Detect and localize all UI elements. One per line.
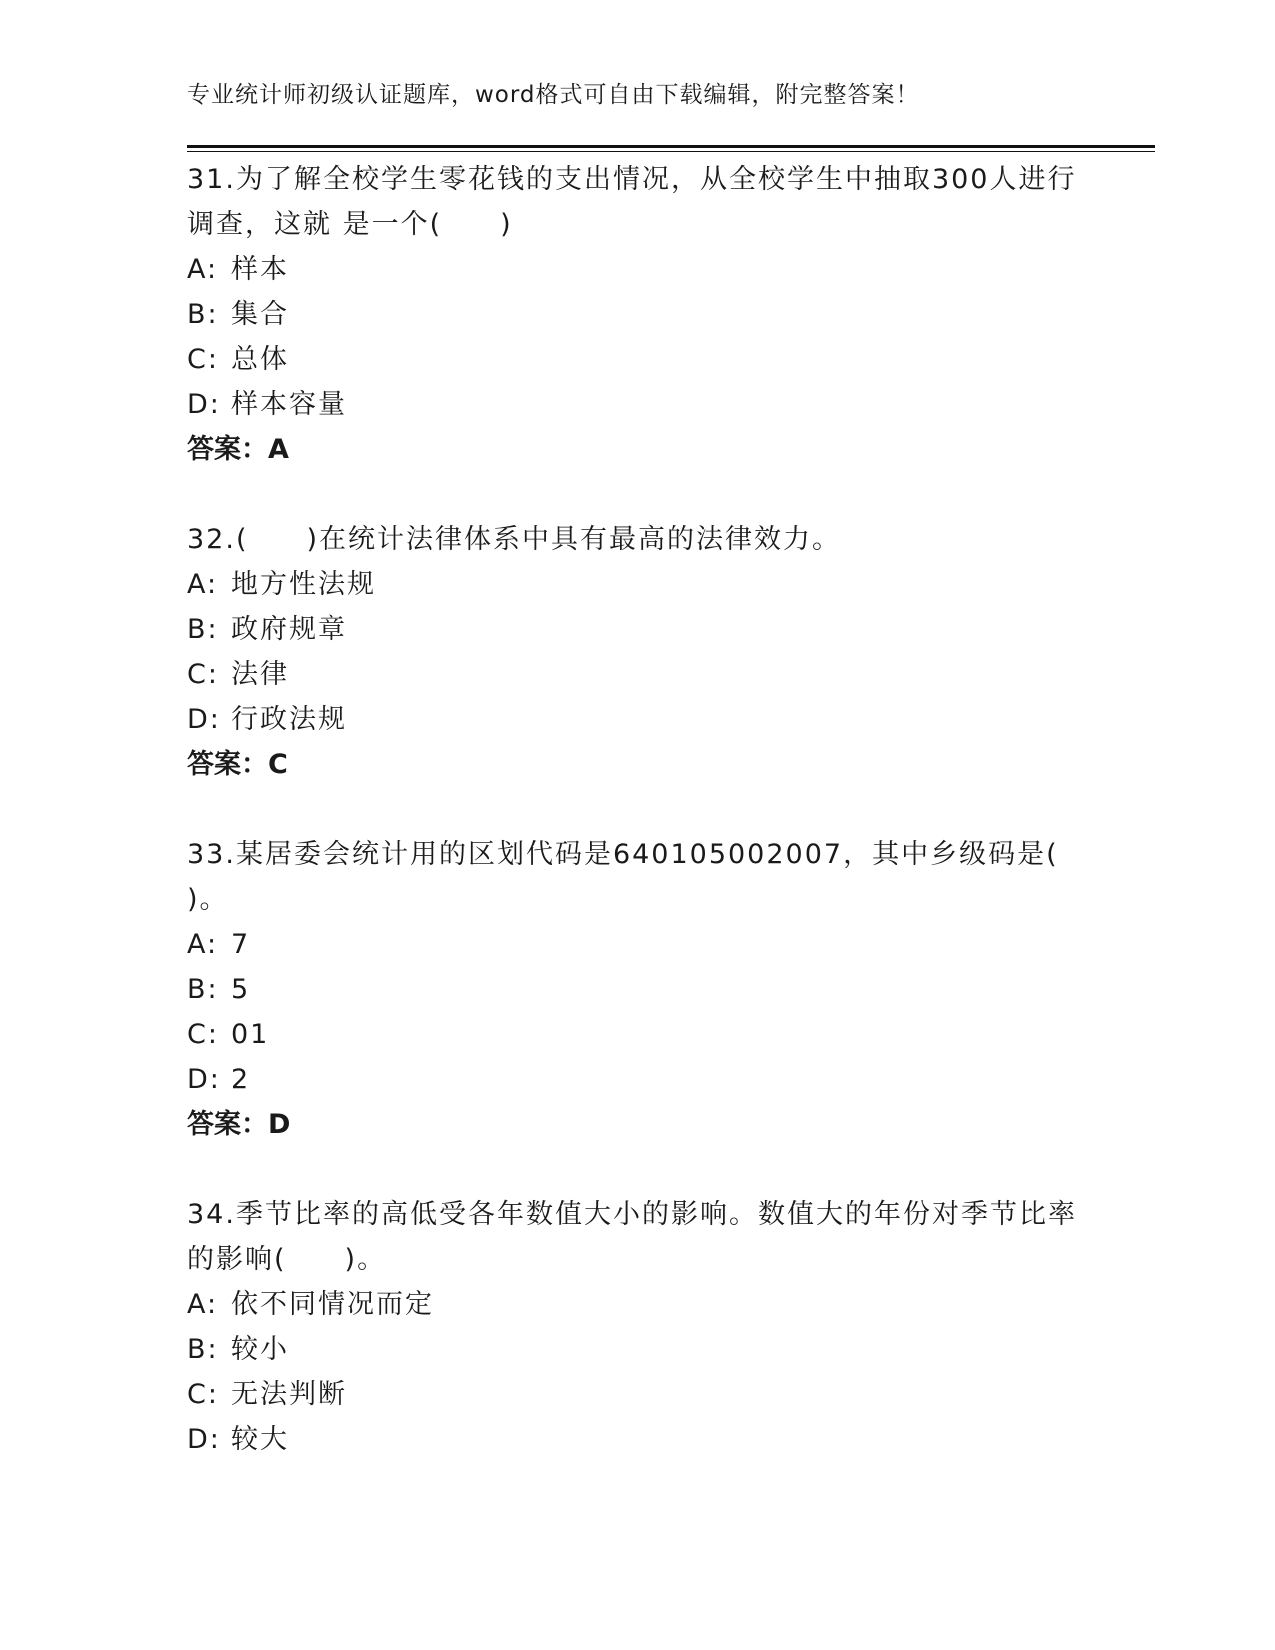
question-stem: 31.为了解全校学生零花钱的支出情况，从全校学生中抽取300人进行调查，这就 是一个( ) <box>187 164 1077 240</box>
option-key: D: <box>187 1064 221 1095</box>
question-32 <box>187 517 1087 787</box>
option-d <box>187 1057 1087 1102</box>
option-text: 地方性法规 <box>231 569 376 600</box>
option-key: D: <box>187 389 221 420</box>
option-key: B: <box>187 974 219 1005</box>
question-33 <box>187 832 1117 1147</box>
question-stem: 34.季节比率的高低受各年数值大小的影响。数值大的年份对季节比率的影响( )。 <box>187 1199 1077 1275</box>
question-31 <box>187 157 1087 472</box>
answer-line: 答案：D <box>187 1109 291 1140</box>
option-text: 样本容量 <box>231 389 347 420</box>
header-rule-thick <box>187 145 1155 148</box>
option-b <box>187 967 1087 1012</box>
option-a <box>187 247 1087 292</box>
option-text: 01 <box>231 1019 270 1050</box>
option-b <box>187 1327 1087 1372</box>
option-c <box>187 337 1087 382</box>
option-c <box>187 652 1087 697</box>
option-a <box>187 562 1087 607</box>
question-stem: 33.某居委会统计用的区划代码是640105002007，其中乡级码是( )。 <box>187 839 1117 915</box>
option-text: 无法判断 <box>231 1379 347 1410</box>
option-key: C: <box>187 1379 219 1410</box>
option-c <box>187 1372 1087 1417</box>
option-b <box>187 607 1087 652</box>
question-stem: 32.( )在统计法律体系中具有最高的法律效力。 <box>187 524 842 555</box>
option-b <box>187 292 1087 337</box>
option-text: 总体 <box>231 344 289 375</box>
option-key: A: <box>187 1289 219 1320</box>
option-d <box>187 382 1087 427</box>
option-key: C: <box>187 344 219 375</box>
option-text: 2 <box>231 1064 251 1095</box>
spacer <box>187 787 1087 832</box>
option-a <box>187 1282 1087 1327</box>
option-key: C: <box>187 1019 219 1050</box>
question-list <box>187 157 1117 1462</box>
option-text: 政府规章 <box>231 614 347 645</box>
answer-line: 答案：C <box>187 749 288 780</box>
question-34 <box>187 1192 1087 1462</box>
option-key: B: <box>187 299 219 330</box>
option-d <box>187 1417 1087 1462</box>
option-text: 较小 <box>231 1334 289 1365</box>
spacer <box>187 472 1087 517</box>
option-key: D: <box>187 704 221 735</box>
option-key: C: <box>187 659 219 690</box>
option-text: 依不同情况而定 <box>231 1289 434 1320</box>
option-text: 法律 <box>231 659 289 690</box>
option-key: B: <box>187 614 219 645</box>
option-text: 集合 <box>231 299 289 330</box>
header-rule-thin <box>187 151 1155 152</box>
option-text: 较大 <box>231 1424 289 1455</box>
option-text: 5 <box>231 974 251 1005</box>
spacer <box>187 1147 1087 1192</box>
option-key: A: <box>187 569 219 600</box>
option-key: B: <box>187 1334 219 1365</box>
option-key: A: <box>187 254 219 285</box>
option-a <box>187 922 1087 967</box>
page-header: 专业统计师初级认证题库，word格式可自由下载编辑，附完整答案！ <box>187 82 920 108</box>
option-key: D: <box>187 1424 221 1455</box>
option-text: 行政法规 <box>231 704 347 735</box>
option-key: A: <box>187 929 219 960</box>
option-text: 样本 <box>231 254 289 285</box>
answer-line: 答案：A <box>187 434 289 465</box>
option-d <box>187 697 1087 742</box>
option-text: 7 <box>231 929 251 960</box>
option-c <box>187 1012 1087 1057</box>
